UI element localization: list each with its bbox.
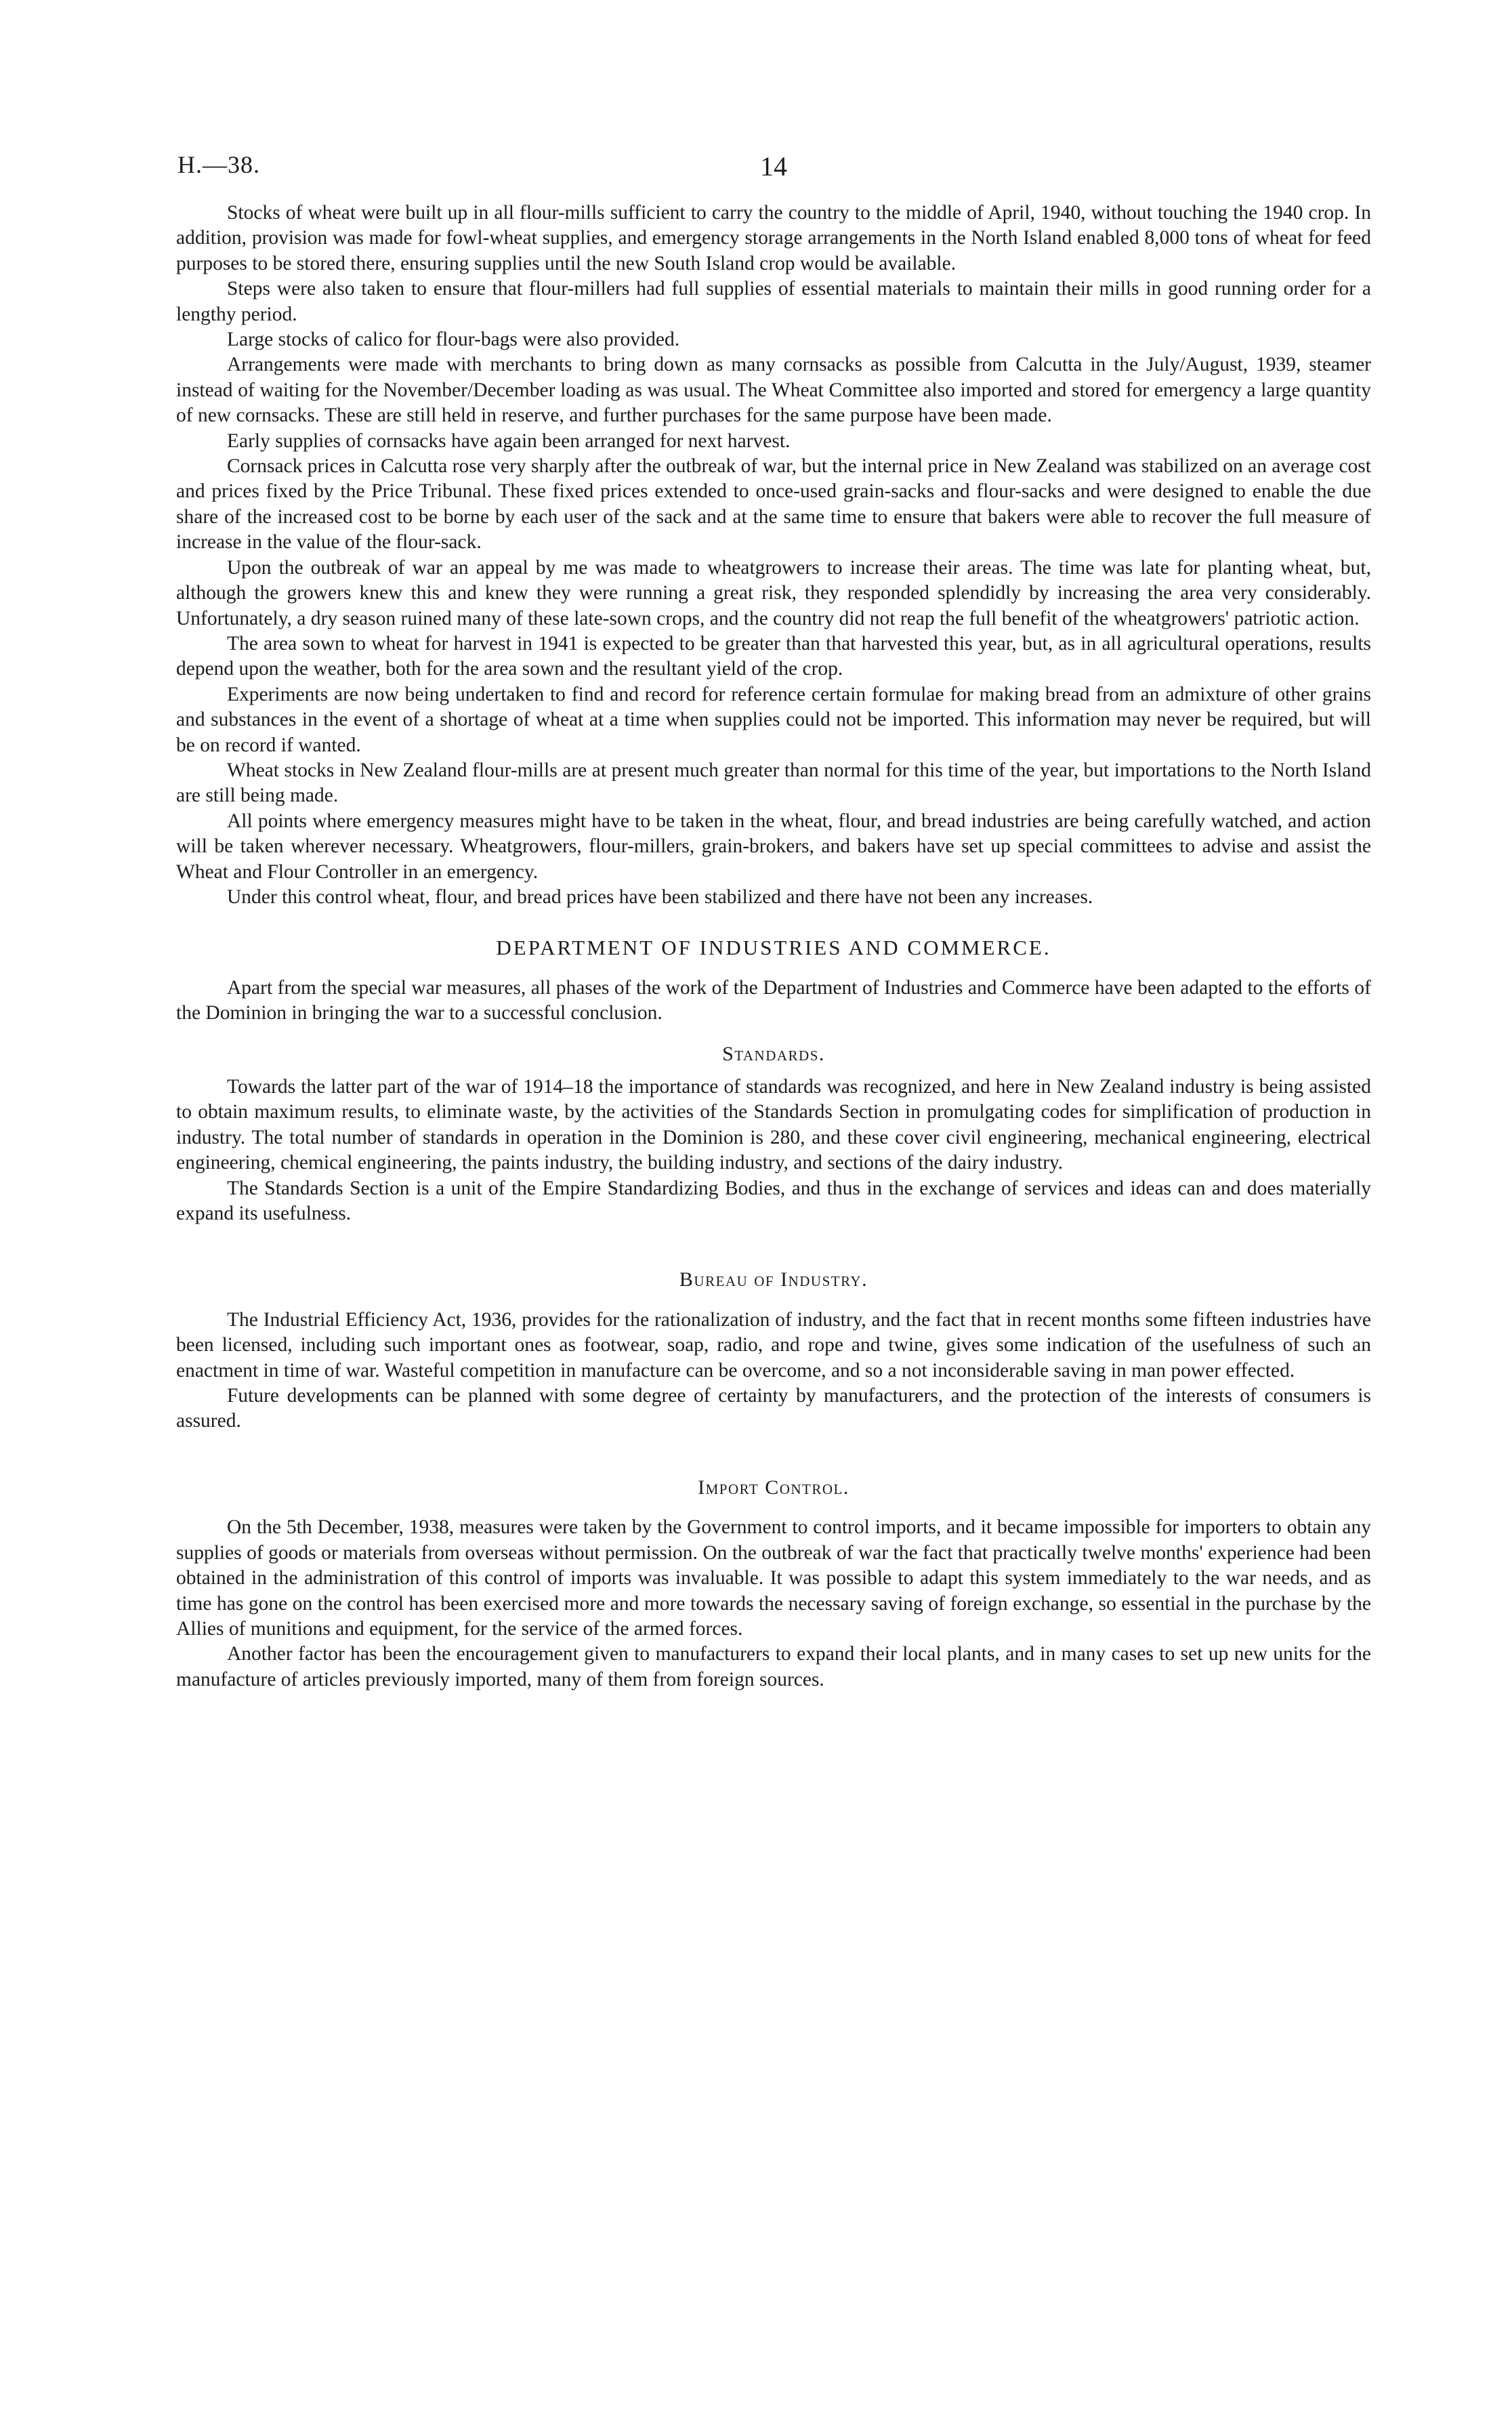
paragraph: Towards the latter part of the war of 1914–18 the importance of standards was recognized, and here in New Zealand industry is being assisted to obtain maximum results, to eliminate waste, by the activities of the Standards Section in promulgating codes for simplification of production in industry. The total number of standards in operation in the Dominion is 280, and these cover civil engineering, mechanical engineering, electrical engineering, chemical engineering, the paints industry, the building industry, and sections of the dairy industry. xyxy=(176,1076,1371,1174)
department-intro: Apart from the special war measures, all phases of the work of the Department of Industries and Commerce have been adapted to the efforts of the Dominion in bringing the war to a successful conclusion. xyxy=(176,976,1371,1024)
paragraph: All points where emergency measures might have to be taken in the wheat, flour, and bread industries are being carefully watched, and action will be taken wherever necessary. Wheatgrowers, flour-millers, grain-brokers, and bakers have set up special committees to advise and assist the Wheat and Flour Controller in an emergency. xyxy=(176,810,1371,883)
paragraph: Large stocks of calico for flour-bags were also provided. xyxy=(227,329,680,351)
page-body xyxy=(176,201,1371,1692)
section-heading-import-control: Import Control. xyxy=(698,1476,849,1499)
paragraph: Steps were also taken to ensure that flour-millers had full supplies of essential materials to maintain their mills in good running order for a lengthy period. xyxy=(176,278,1371,325)
document-code: H.—38. xyxy=(177,151,260,178)
paragraph: Experiments are now being undertaken to find and record for reference certain formulae for making bread from an admixture of other grains and substances in the event of a shortage of wheat at a time when supplies could not be imported. This information may never be required, but will be on record if wanted. xyxy=(176,683,1371,756)
department-heading: DEPARTMENT OF INDUSTRIES AND COMMERCE. xyxy=(496,936,1051,960)
paragraph: Another factor has been the encouragement given to manufacturers to expand their local plants, and in many cases to set up new units for the manufacture of articles previously imported, many of them from foreign sources. xyxy=(176,1643,1371,1690)
page-header xyxy=(177,150,1370,191)
paragraph: Cornsack prices in Calcutta rose very sharply after the outbreak of war, but the internal price in New Zealand was stabilized on an average cost and prices fixed by the Price Tribunal. These fixed prices extended to once-used grain-sacks and flour-sacks and were designed to enable the due share of the increased cost to be borne by each user of the sack and at the same time to ensure that bakers were able to recover the full measure of increase in the value of the flour-sack. xyxy=(176,455,1371,554)
paragraph: Future developments can be planned with some degree of certainty by manufacturers, and the protection of the interests of consumers is assured. xyxy=(176,1385,1371,1432)
paragraph: Upon the outbreak of war an appeal by me was made to wheatgrowers to increase their areas. The time was late for planting wheat, but, although the growers knew this and knew they were running a great risk, they responded splendidly by increasing the area very considerably. Unfortunately, a dry season ruined many of these late-sown crops, and the country did not reap the full benefit of the wheatgrowers' patriotic action. xyxy=(176,556,1371,629)
paragraph: Early supplies of cornsacks have again been arranged for next harvest. xyxy=(227,430,791,452)
paragraph: Arrangements were made with merchants to bring down as many cornsacks as possible from Calcutta in the July/August, 1939, steamer instead of waiting for the November/December loading as was usual. The Wheat Committee also imported and stored for emergency a large quantity of new cornsacks. These are still held in reserve, and further purchases for the same purpose have been made. xyxy=(176,354,1371,427)
paragraph: Wheat stocks in New Zealand flour-mills are at present much greater than normal for this time of the year, but importations to the North Island are still being made. xyxy=(176,759,1371,807)
paragraph: Stocks of wheat were built up in all flour-mills sufficient to carry the country to the middle of April, 1940, without touching the 1940 crop. In addition, provision was made for fowl-wheat supplies, and emergency storage arrangements in the North Island enabled 8,000 tons of wheat for feed purposes to be stored there, ensuring supplies until the new South Island crop would be available. xyxy=(176,202,1371,274)
section-heading-bureau: Bureau of Industry. xyxy=(679,1268,868,1291)
paragraph: The Standards Section is a unit of the Empire Standardizing Bodies, and thus in the exchange of services and ideas can and does materially expand its usefulness. xyxy=(176,1177,1371,1225)
section-heading-standards: Standards. xyxy=(722,1042,825,1065)
page-number: 14 xyxy=(760,151,787,182)
paragraph: The area sown to wheat for harvest in 1941 is expected to be greater than that harvested this year, but, as in all agricultural operations, results depend upon the weather, both for the area sown and the resultant yield of the crop. xyxy=(176,632,1371,680)
paragraph: The Industrial Efficiency Act, 1936, provides for the rationalization of industry, and the fact that in recent months some fifteen industries have been licensed, including such important ones as footwear, soap, radio, and rope and twine, gives some indication of the usefulness of such an enactment in time of war. Wasteful competition in manufacture can be overcome, and so a not inconsiderable saving in man power effected. xyxy=(176,1308,1371,1381)
paragraph: Under this control wheat, flour, and bread prices have been stabilized and there have not been any increases. xyxy=(227,886,1093,908)
paragraph: On the 5th December, 1938, measures were taken by the Government to control imports, and it became impossible for importers to obtain any supplies of goods or materials from overseas without permission. On the outbreak of war the fact that practically twelve months' experience had been obtained in the administration of this control of imports was invaluable. It was possible to adapt this system immediately to the war needs, and as time has gone on the control has been exercised more and more towards the necessary saving of foreign exchange, so essential in the purchase by the Allies of munitions and equipment, for the service of the armed forces. xyxy=(176,1516,1371,1640)
